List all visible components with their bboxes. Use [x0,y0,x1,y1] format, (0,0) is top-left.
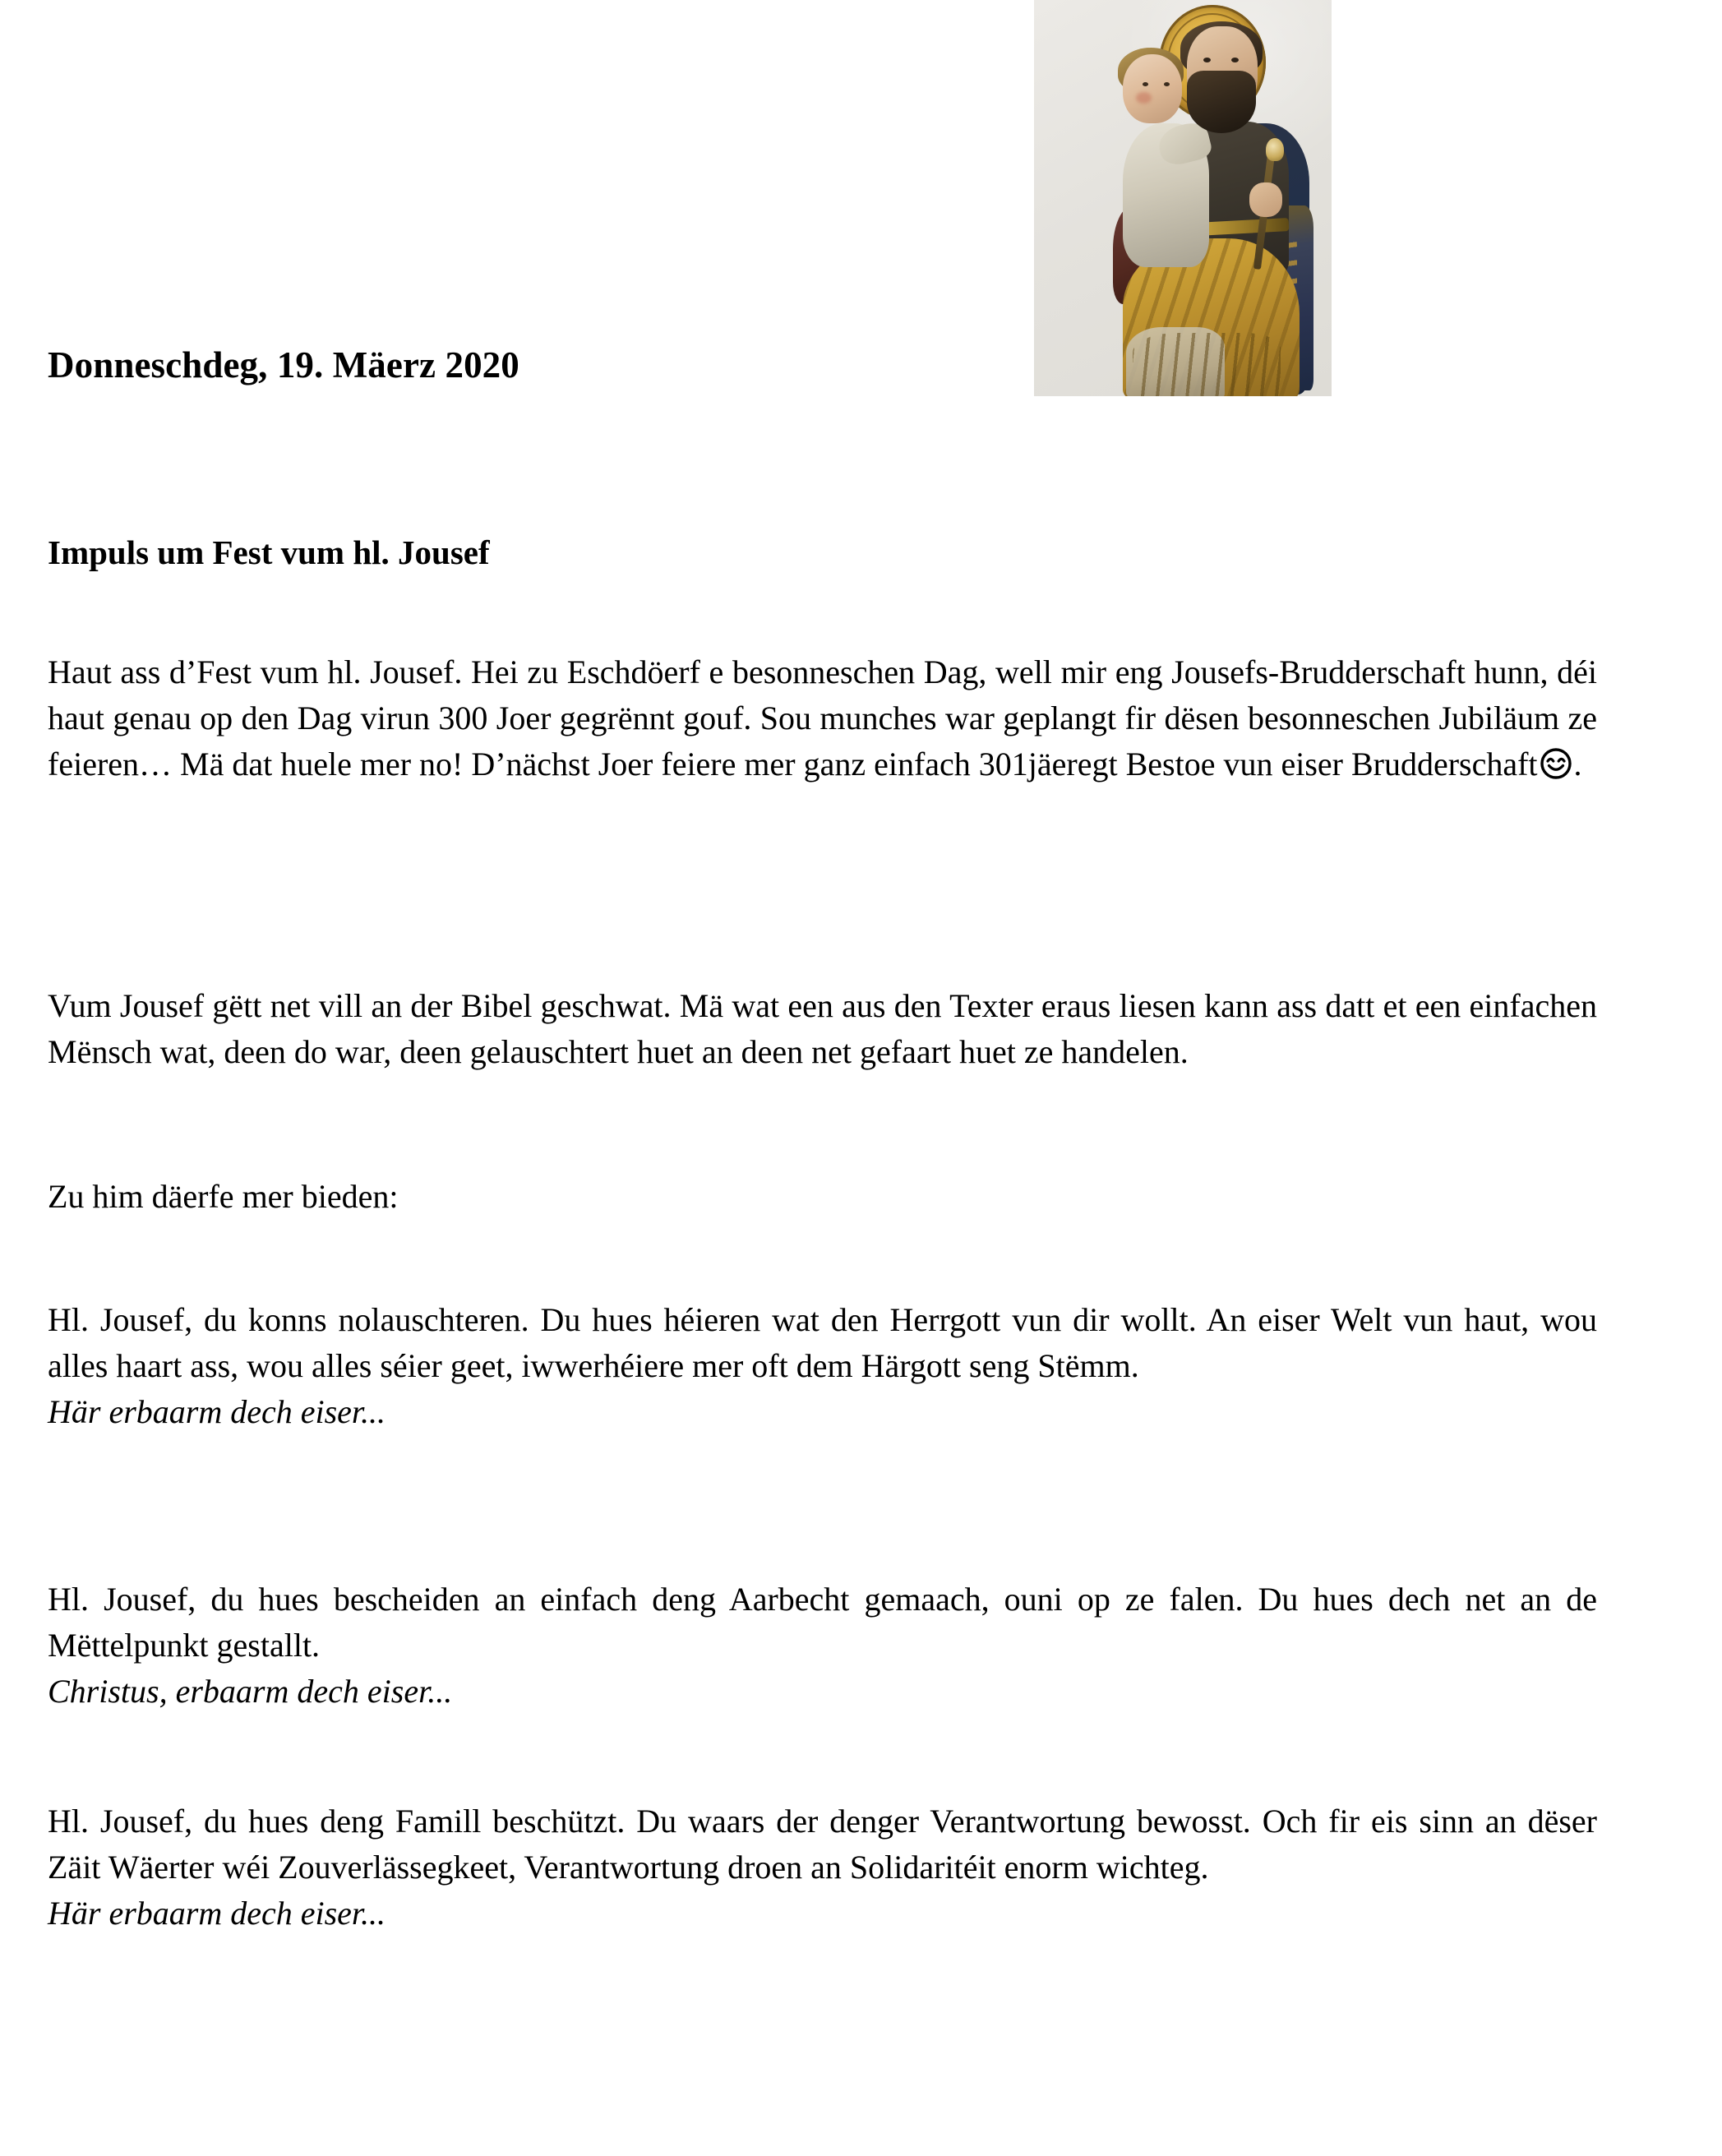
paragraph-intro-text [48,649,1597,787]
prayer-2-petition: Hl. Jousef, du hues bescheiden an einfach deng Aarbecht gemaach, ouni op ze falen. Du hues dech net an de Mëttelpunkt gestallt. [48,1581,1597,1664]
paragraph-intro-trailing: . [1573,746,1582,783]
section-title: Impuls um Fest vum hl. Jousef [48,533,490,571]
paragraph-bible [48,983,1597,1075]
prayer-1-petition: Hl. Jousef, du konns nolauschteren. Du hues héieren wat den Herrgott vun dir wollt. An eiser Welt vun haut, wou alles haart ass, wou alles séier geet, iwwerhéiere mer oft dem Härgott seng Stëmm. [48,1301,1597,1384]
christ-child-eye-right [1164,82,1170,86]
lily-flower [1266,138,1284,161]
prayer-3-response: Här erbaarm dech eiser... [48,1895,386,1932]
christ-child-eye-left [1143,82,1148,86]
joseph-robe-folds [1133,333,1281,396]
paragraph-intro [48,649,1597,787]
paragraph-invitation [48,1174,1597,1220]
paragraph-intro-body: Haut ass d’Fest vum hl. Jousef. Hei zu Eschdöerf e besonneschen Dag, well mir eng Jousefs-Brudderschaft hunn, déi haut genau op den Dag virun 300 Joer gegrënnt gouf. Sou munches war geplangt fir dësen besonneschen Jubiläum ze feieren… Mä dat huele mer no! D’nächst Joer feiere mer ganz einfach 301jäeregt Bestoe vun eiser Brudderschaft [48,653,1597,783]
photo-background [1034,0,1332,396]
prayer-block-3 [48,1798,1597,1937]
joseph-eye-left [1203,58,1211,62]
joseph-hand [1249,182,1282,217]
prayer-block-2 [48,1577,1597,1715]
document-date-heading: Donneschdeg, 19. Mäerz 2020 [48,344,519,385]
smiling-face-icon [1540,747,1572,780]
joseph-eye-right [1231,58,1239,62]
paragraph-invitation-text: Zu him däerfe mer bieden: [48,1178,399,1215]
christ-child-head [1123,54,1182,123]
prayer-block-1 [48,1297,1597,1435]
prayer-1-response: Här erbaarm dech eiser... [48,1393,386,1430]
christ-child-cheek [1136,92,1152,104]
statue-hl-jousef-photo [1034,0,1332,396]
prayer-3-petition: Hl. Jousef, du hues deng Famill beschützt. Du waars der denger Verantwortung bewosst. Och fir eis sinn an dëser Zäit Wäerter wéi Zouverlässegkeet, Verantwortung droen an Solidaritéit enorm wichteg. [48,1803,1597,1886]
paragraph-bible-text: Vum Jousef gëtt net vill an der Bibel geschwat. Mä wat een aus den Texter eraus liesen kann ass datt et een einfachen Mënsch wat, deen do war, deen gelauschtert huet an deen net gefaart huet ze handelen. [48,987,1597,1070]
prayer-2-response: Christus, erbaarm dech eiser... [48,1673,453,1710]
joseph-beard [1187,71,1256,133]
